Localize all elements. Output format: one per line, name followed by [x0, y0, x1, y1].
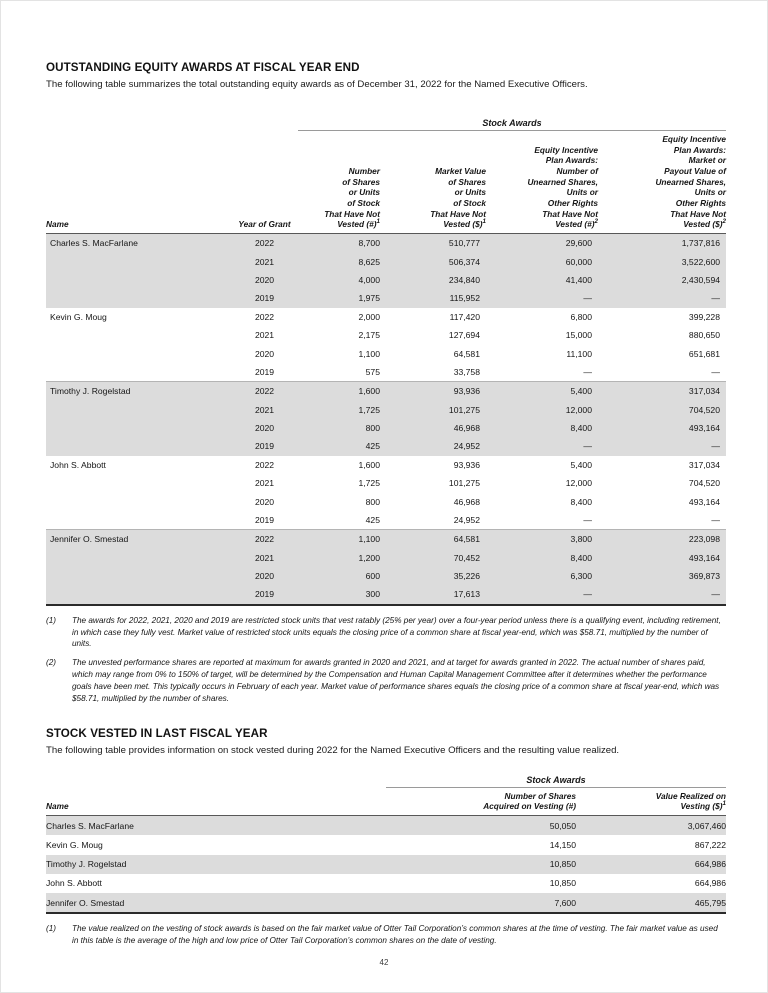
- cell-year: 2020: [231, 567, 298, 585]
- cell-shares: 4,000: [298, 271, 380, 289]
- hdr-line: Plan Awards:: [545, 155, 598, 166]
- cell-eip-value: 3,522,600: [598, 253, 726, 271]
- hdr-line: Vested (#): [337, 219, 377, 230]
- cell-eip-number: 8,400: [486, 549, 598, 567]
- cell-shares: 1,725: [298, 474, 380, 492]
- cell-market-value: 35,226: [380, 567, 486, 585]
- header-shares-acquired-on-vesting: [386, 787, 576, 815]
- cell-name: [46, 344, 231, 362]
- cell-eip-value: 493,164: [598, 492, 726, 510]
- cell-name: [46, 511, 231, 530]
- cell-year: 2020: [231, 492, 298, 510]
- table-row: [46, 549, 726, 567]
- header-name: Name: [46, 130, 231, 233]
- cell-name: Charles S. MacFarlane: [46, 234, 231, 253]
- table-row: [46, 382, 726, 401]
- hdr-line: or Units: [348, 187, 380, 198]
- cell-name: Kevin G. Moug: [46, 308, 231, 326]
- table1-span-header-row: [46, 118, 726, 131]
- cell-market-value: 24,952: [380, 511, 486, 530]
- table-row: [46, 492, 726, 510]
- hdr-line: Vested ($): [443, 219, 483, 230]
- cell-name: [46, 271, 231, 289]
- cell-market-value: 93,936: [380, 456, 486, 474]
- cell-eip-value: —: [598, 585, 726, 604]
- hdr-line: Acquired on Vesting (#): [483, 801, 576, 812]
- hdr-line: Plan Awards:: [673, 144, 726, 155]
- footnote-text: The awards for 2022, 2021, 2020 and 2019 are restricted stock units that vest ratably (25% per year) over a four-year period unless there is a qualifying event, including retirement, in which case they fully vest. Market value of restricted stock units equals the closing price of a common share at fiscal year-end, which was $58.71, multiplied by the number of units.: [72, 615, 721, 649]
- table-row: [46, 253, 726, 271]
- hdr-line: Market Value: [435, 166, 486, 176]
- cell-shares: 1,200: [298, 549, 380, 567]
- cell-eip-number: 5,400: [486, 456, 598, 474]
- cell-eip-number: —: [486, 437, 598, 455]
- cell-name: Jennifer O. Smestad: [46, 893, 386, 913]
- table-row: [46, 585, 726, 604]
- cell-market-value: 234,840: [380, 271, 486, 289]
- cell-eip-value: —: [598, 363, 726, 382]
- table-row: [46, 530, 726, 549]
- cell-shares: 425: [298, 437, 380, 455]
- header-market-value-not-vested: [380, 130, 486, 233]
- table2-column-header-row: [46, 787, 726, 815]
- cell-year: 2019: [231, 585, 298, 604]
- hdr-line: Other Rights: [675, 198, 726, 209]
- cell-year: 2020: [231, 344, 298, 362]
- hdr-line: Unearned Shares,: [655, 176, 726, 187]
- cell-market-value: 24,952: [380, 437, 486, 455]
- cell-eip-number: 8,400: [486, 419, 598, 437]
- cell-eip-value: 1,737,816: [598, 234, 726, 253]
- cell-eip-value: —: [598, 437, 726, 455]
- hdr-line: Units or: [566, 187, 598, 198]
- cell-market-value: 70,452: [380, 549, 486, 567]
- cell-eip-value: 651,681: [598, 344, 726, 362]
- page-number: 42: [379, 958, 389, 967]
- hdr-line: Number of: [556, 166, 598, 176]
- hdr-line: or Units: [454, 187, 486, 198]
- cell-shares: 8,700: [298, 234, 380, 253]
- cell-name: [46, 419, 231, 437]
- cell-shares: 1,600: [298, 382, 380, 401]
- cell-value: 3,067,460: [576, 816, 726, 836]
- cell-name: John S. Abbott: [46, 456, 231, 474]
- footnote-marker: (1): [46, 924, 57, 934]
- hdr-line: Other Rights: [547, 198, 598, 209]
- header-eip-unearned-market-value: [598, 130, 726, 233]
- cell-year: 2020: [231, 419, 298, 437]
- table-row: [46, 893, 726, 913]
- table-row: [46, 835, 726, 854]
- cell-shares: 8,625: [298, 253, 380, 271]
- section2-intro: The following table provides information on stock vested during 2022 for the Named Executive Officers and the resulting value realized.: [46, 744, 620, 756]
- cell-shares: 800: [298, 492, 380, 510]
- table2-span-header-row: [46, 775, 726, 788]
- cell-eip-number: 29,600: [486, 234, 598, 253]
- table1-column-header-row: [46, 130, 726, 233]
- table-row: [46, 855, 726, 874]
- cell-year: 2019: [231, 363, 298, 382]
- cell-year: 2021: [231, 253, 298, 271]
- footnote-marker: (1): [46, 615, 57, 625]
- cell-value: 664,986: [576, 874, 726, 893]
- header-name: Name: [46, 787, 386, 815]
- cell-shares: 1,100: [298, 530, 380, 549]
- cell-year: 2022: [231, 382, 298, 401]
- hdr-line: Number of Shares: [504, 790, 576, 801]
- hdr-line: of Shares: [448, 176, 486, 187]
- cell-name: Jennifer O. Smestad: [46, 530, 231, 549]
- hdr-line: of Stock: [347, 198, 380, 209]
- cell-market-value: 93,936: [380, 382, 486, 401]
- table-row: [46, 456, 726, 474]
- cell-name: [46, 326, 231, 344]
- page-title: OUTSTANDING EQUITY AWARDS AT FISCAL YEAR END: [46, 61, 360, 74]
- cell-eip-number: —: [486, 289, 598, 307]
- cell-name: Timothy J. Rogelstad: [46, 382, 231, 401]
- cell-eip-value: —: [598, 511, 726, 530]
- cell-name: [46, 253, 231, 271]
- cell-shares: 2,000: [298, 308, 380, 326]
- hdr-line: Equity Incentive: [534, 144, 598, 155]
- cell-shares: 800: [298, 419, 380, 437]
- footnote-ref: 1: [482, 218, 486, 226]
- table2-header-group: [46, 775, 726, 816]
- cell-value: 465,795: [576, 893, 726, 913]
- cell-value: 664,986: [576, 855, 726, 874]
- table-row: [46, 308, 726, 326]
- table-row: [46, 816, 726, 836]
- cell-eip-number: 11,100: [486, 344, 598, 362]
- cell-name: [46, 549, 231, 567]
- hdr-line: Vesting ($): [680, 801, 723, 812]
- hdr-line: That Have Not: [324, 208, 380, 219]
- cell-eip-number: 12,000: [486, 401, 598, 419]
- cell-name: [46, 492, 231, 510]
- header-value-realized-on-vesting: [576, 787, 726, 815]
- cell-shares: 1,975: [298, 289, 380, 307]
- cell-shares: 600: [298, 567, 380, 585]
- cell-year: 2021: [231, 549, 298, 567]
- header-shares-not-vested: [298, 130, 380, 233]
- cell-market-value: 127,694: [380, 326, 486, 344]
- cell-name: Timothy J. Rogelstad: [46, 855, 386, 874]
- cell-shares: 1,725: [298, 401, 380, 419]
- table-row: [46, 874, 726, 893]
- cell-eip-value: 880,650: [598, 326, 726, 344]
- cell-shares: 575: [298, 363, 380, 382]
- cell-shares: 425: [298, 511, 380, 530]
- hdr-line: Vested ($): [683, 219, 723, 230]
- cell-shares: 1,100: [298, 344, 380, 362]
- cell-eip-number: —: [486, 363, 598, 382]
- footnote-ref: 2: [722, 218, 726, 226]
- cell-shares: 50,050: [386, 816, 576, 836]
- table2-body: [46, 816, 726, 913]
- cell-market-value: 510,777: [380, 234, 486, 253]
- cell-eip-number: 8,400: [486, 492, 598, 510]
- footnote: [46, 923, 726, 947]
- spacer-cell: [46, 775, 386, 788]
- cell-name: [46, 289, 231, 307]
- cell-eip-value: 2,430,594: [598, 271, 726, 289]
- cell-year: 2021: [231, 326, 298, 344]
- page-content: [46, 61, 726, 947]
- cell-year: 2022: [231, 308, 298, 326]
- section1-intro: The following table summarizes the total outstanding equity awards as of December 31, 2022 for the Named Executive Officers.: [46, 79, 588, 90]
- footnote-marker: (2): [46, 658, 57, 668]
- cell-shares: 7,600: [386, 893, 576, 913]
- cell-eip-number: 6,300: [486, 567, 598, 585]
- cell-eip-value: 399,228: [598, 308, 726, 326]
- footnote: [46, 615, 726, 651]
- cell-eip-number: 15,000: [486, 326, 598, 344]
- header-year-of-grant: Year of Grant: [231, 130, 298, 233]
- hdr-line: of Stock: [453, 198, 486, 209]
- section2-footnotes: [46, 923, 726, 947]
- cell-market-value: 33,758: [380, 363, 486, 382]
- table-row: [46, 437, 726, 455]
- cell-eip-value: 493,164: [598, 549, 726, 567]
- cell-eip-number: —: [486, 511, 598, 530]
- hdr-line: That Have Not: [430, 208, 486, 219]
- cell-eip-value: 369,873: [598, 567, 726, 585]
- cell-market-value: 101,275: [380, 401, 486, 419]
- cell-year: 2019: [231, 289, 298, 307]
- hdr-line: Equity Incentive: [662, 133, 726, 144]
- hdr-line: Vested (#): [555, 219, 595, 230]
- cell-eip-value: —: [598, 289, 726, 307]
- table-row: [46, 234, 726, 253]
- section1-footnotes: [46, 615, 726, 705]
- table-row: [46, 289, 726, 307]
- hdr-line: Payout Value of: [664, 166, 726, 176]
- table-row: [46, 326, 726, 344]
- cell-name: Charles S. MacFarlane: [46, 816, 386, 836]
- cell-name: John S. Abbott: [46, 874, 386, 893]
- cell-market-value: 46,968: [380, 492, 486, 510]
- cell-name: [46, 474, 231, 492]
- table-row: [46, 474, 726, 492]
- cell-eip-number: —: [486, 585, 598, 604]
- table-row: [46, 344, 726, 362]
- cell-shares: 300: [298, 585, 380, 604]
- cell-year: 2022: [231, 456, 298, 474]
- cell-market-value: 17,613: [380, 585, 486, 604]
- section2-title: STOCK VESTED IN LAST FISCAL YEAR: [46, 726, 268, 740]
- footnote-text: The value realized on the vesting of stock awards is based on the fair market value of Otter Tail Corporation’s common shares at the time of vesting. The fair market value as used in this table is the average of the high and low price of Otter Tail Corporation’s common shares on the date of vesting.: [72, 924, 718, 945]
- cell-name: [46, 363, 231, 382]
- cell-eip-number: 5,400: [486, 382, 598, 401]
- footnote-ref: 2: [594, 218, 598, 226]
- footnote-ref: 1: [376, 218, 380, 226]
- cell-eip-number: 41,400: [486, 271, 598, 289]
- table-row: [46, 363, 726, 382]
- cell-shares: 10,850: [386, 855, 576, 874]
- cell-name: [46, 567, 231, 585]
- table-row: [46, 511, 726, 530]
- footnote: [46, 657, 726, 705]
- hdr-line: of Shares: [342, 176, 380, 187]
- table1-header-group: [46, 118, 726, 234]
- table-row: [46, 401, 726, 419]
- cell-shares: 2,175: [298, 326, 380, 344]
- cell-market-value: 64,581: [380, 530, 486, 549]
- table-row: [46, 567, 726, 585]
- outstanding-equity-awards-table: [46, 118, 726, 606]
- cell-market-value: 117,420: [380, 308, 486, 326]
- hdr-line: Value Realized on: [655, 790, 726, 801]
- cell-year: 2019: [231, 511, 298, 530]
- spacer-cell: [231, 118, 298, 131]
- cell-eip-value: 317,034: [598, 456, 726, 474]
- hdr-line: Unearned Shares,: [527, 176, 598, 187]
- stock-awards-span-header: Stock Awards: [386, 775, 726, 788]
- table1-body: [46, 234, 726, 605]
- cell-name: Kevin G. Moug: [46, 835, 386, 854]
- cell-year: 2020: [231, 271, 298, 289]
- cell-market-value: 115,952: [380, 289, 486, 307]
- cell-eip-number: 3,800: [486, 530, 598, 549]
- hdr-line: Number: [348, 166, 380, 176]
- cell-shares: 1,600: [298, 456, 380, 474]
- cell-name: [46, 585, 231, 604]
- cell-shares: 10,850: [386, 874, 576, 893]
- hdr-line: Units or: [694, 187, 726, 198]
- table-row: [46, 419, 726, 437]
- cell-eip-number: 12,000: [486, 474, 598, 492]
- hdr-line: That Have Not: [670, 208, 726, 219]
- cell-market-value: 46,968: [380, 419, 486, 437]
- cell-eip-value: 704,520: [598, 401, 726, 419]
- cell-year: 2021: [231, 474, 298, 492]
- table-row: [46, 271, 726, 289]
- footnote-ref: 1: [722, 800, 726, 808]
- cell-eip-value: 493,164: [598, 419, 726, 437]
- cell-eip-value: 317,034: [598, 382, 726, 401]
- cell-year: 2019: [231, 437, 298, 455]
- spacer-cell: [46, 118, 231, 131]
- hdr-line: That Have Not: [542, 208, 598, 219]
- cell-year: 2021: [231, 401, 298, 419]
- cell-eip-number: 60,000: [486, 253, 598, 271]
- cell-eip-value: 223,098: [598, 530, 726, 549]
- cell-name: [46, 401, 231, 419]
- cell-year: 2022: [231, 530, 298, 549]
- cell-eip-value: 704,520: [598, 474, 726, 492]
- cell-year: 2022: [231, 234, 298, 253]
- header-eip-unearned-number: [486, 130, 598, 233]
- stock-vested-table: [46, 775, 726, 914]
- cell-market-value: 64,581: [380, 344, 486, 362]
- cell-market-value: 101,275: [380, 474, 486, 492]
- hdr-line: Market or: [688, 155, 726, 166]
- stock-awards-span-header: Stock Awards: [298, 118, 726, 131]
- cell-shares: 14,150: [386, 835, 576, 854]
- cell-name: [46, 437, 231, 455]
- footnote-text: The unvested performance shares are reported at maximum for awards granted in 2020 and 2021, and at target for awards granted in 2022. The actual number of shares paid, which may range from 0% to 150% of target, will be determined by the Compensation and Human Capital Management Committee after it determines whether the performance goals have been met. This typically occurs in February of each year. Market value of performance shares equals the closing price of a common share at fiscal year-end, which was $58.71, multiplied by the number of shares.: [72, 658, 720, 703]
- cell-eip-number: 6,800: [486, 308, 598, 326]
- cell-value: 867,222: [576, 835, 726, 854]
- cell-market-value: 506,374: [380, 253, 486, 271]
